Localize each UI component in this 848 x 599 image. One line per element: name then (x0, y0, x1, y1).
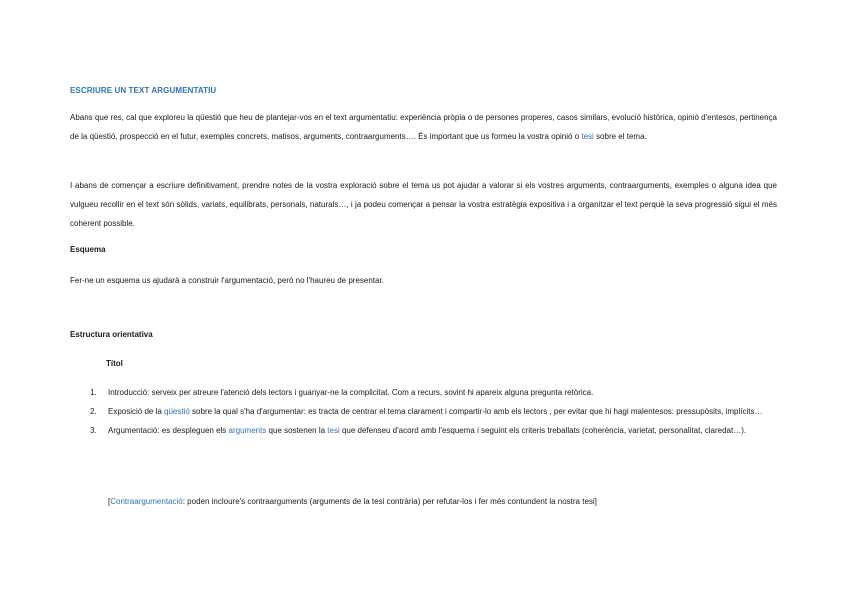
contraargumentacio-note (108, 492, 597, 511)
tesi-link[interactable]: tesi (327, 426, 340, 435)
bracket-open: [ (108, 497, 111, 506)
list-item (70, 421, 777, 440)
estructura-heading: Estructura orientativa (70, 330, 153, 339)
structure-list (70, 383, 777, 440)
contraargumentacio-link[interactable]: Contraargumentació (110, 497, 183, 506)
list-item-text: Introducció: serveix per atreure l'atenció dels lectors i guanyar-ne la complicitat. Com a recurs, sovint hi apareix alguna pregunta retòrica. (108, 388, 594, 397)
intro-text: Abans que res, cal que exploreu la qüestió que heu de plantejar-vos en el text argumentatiu: experiència pròpia o de persones properes, casos similars, evolució històrica, opinió d'entesos, pertinença de la qüestió, prospecció en el futur, exemples concrets, matisos, arguments, contraarguments…. És important que us formeu la vostra opinió o (70, 113, 777, 141)
intro-paragraph (70, 108, 777, 146)
intro-text-end: sobre el tema. (593, 132, 647, 141)
list-number: 1. (90, 388, 97, 397)
list-item-text: Argumentació: es despleguen els (108, 426, 229, 435)
titol-label: Títol (106, 359, 123, 368)
list-item (70, 402, 777, 421)
list-item-text-end: sobre la qual s'ha d'argumentar: es tracta de centrar el tema clarament i compartir-lo amb els lectors , per evitar que hi hagi malentesos: pressupòsits, implícits… (189, 407, 763, 416)
questio-link[interactable]: qüestió (164, 407, 190, 416)
list-item (70, 383, 777, 402)
arguments-link[interactable]: arguments (228, 426, 267, 435)
list-item-text-end: que defenseu d'acord amb l'esquema i seguint els criteris treballats (coherència, varietat, personalitat, claredat…). (339, 426, 747, 435)
planning-paragraph: I abans de començar a escriure definitivament, prendre notes de la vostra exploració sobre el tema us pot ajudar a valorar si els vostres arguments, contraarguments, exemples o alguna idea que vulgueu recollir en el text són sòlids, variats, equilibrats, personals, naturals…, i ja podeu començar a pensar la vostra estratègia expositiva i a organitzar el text perquè la seva progressió sigui el més coherent possible. (70, 181, 777, 228)
list-number: 3. (90, 426, 97, 435)
tesi-link[interactable]: tesi (581, 132, 594, 141)
esquema-paragraph: Fer-ne un esquema us ajudarà a construir l'argumentació, però no l'haureu de presentar. (70, 276, 384, 285)
list-item-text-mid: que sostenen la (266, 426, 328, 435)
document-title: ESCRIURE UN TEXT ARGUMENTATIU (70, 86, 217, 95)
list-item-text: Exposició de la (108, 407, 165, 416)
contraargumentacio-text: : poden incloure's contraarguments (arguments de la tesi contrària) per refutar-los i fer més contundent la nostra tesi] (182, 497, 597, 506)
list-number: 2. (90, 407, 97, 416)
esquema-heading: Esquema (70, 245, 106, 254)
